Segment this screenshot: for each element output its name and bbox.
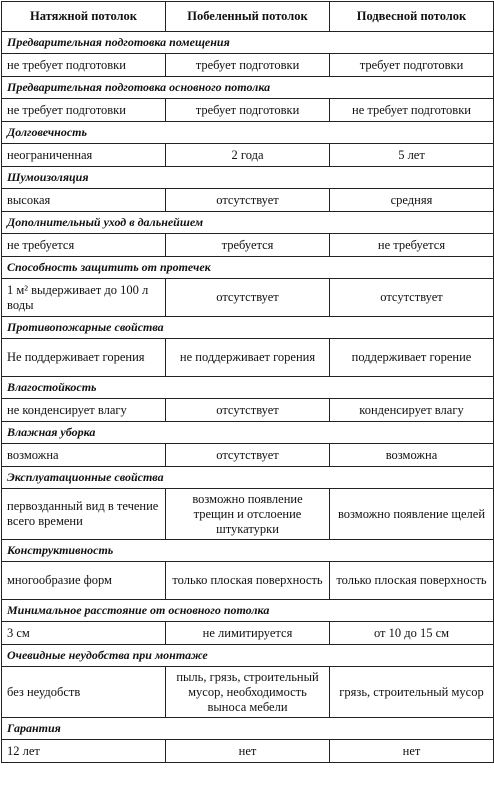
table-row — [2, 234, 494, 257]
header-row — [2, 2, 494, 32]
section-title: Минимальное расстояние от основного потолка — [2, 600, 494, 622]
cell-whitewashed: отсутствует — [166, 279, 330, 317]
cell-stretch: не требует подготовки — [2, 54, 166, 77]
cell-suspended: возможно появление щелей — [330, 489, 494, 540]
header-whitewashed-ceiling: Побеленный потолок — [166, 2, 330, 32]
table-row — [2, 489, 494, 540]
cell-whitewashed: требуется — [166, 234, 330, 257]
section-title: Дополнительный уход в дальнейшем — [2, 212, 494, 234]
cell-stretch: высокая — [2, 189, 166, 212]
cell-suspended: от 10 до 15 см — [330, 622, 494, 645]
section-row — [2, 212, 494, 234]
cell-suspended: отсутствует — [330, 279, 494, 317]
table-row — [2, 667, 494, 718]
cell-stretch: 1 м² выдерживает до 100 л воды — [2, 279, 166, 317]
cell-suspended: поддерживает горение — [330, 339, 494, 377]
cell-stretch: многообразие форм — [2, 562, 166, 600]
section-row — [2, 377, 494, 399]
section-title: Влагостойкость — [2, 377, 494, 399]
section-row — [2, 317, 494, 339]
cell-whitewashed: не лимитируется — [166, 622, 330, 645]
cell-whitewashed: требует подготовки — [166, 54, 330, 77]
section-title: Шумоизоляция — [2, 167, 494, 189]
cell-suspended: требует подготовки — [330, 54, 494, 77]
cell-suspended: нет — [330, 740, 494, 763]
section-title: Эксплуатационные свойства — [2, 467, 494, 489]
table-row — [2, 99, 494, 122]
cell-whitewashed: нет — [166, 740, 330, 763]
section-title: Предварительная подготовка помещения — [2, 32, 494, 54]
cell-whitewashed: отсутствует — [166, 444, 330, 467]
section-row — [2, 122, 494, 144]
section-title: Способность защитить от протечек — [2, 257, 494, 279]
table-row — [2, 562, 494, 600]
section-row — [2, 600, 494, 622]
cell-whitewashed: только плоская поверхность — [166, 562, 330, 600]
header-stretch-ceiling: Натяжной потолок — [2, 2, 166, 32]
table-row — [2, 189, 494, 212]
section-row — [2, 257, 494, 279]
table-row — [2, 54, 494, 77]
cell-stretch: 12 лет — [2, 740, 166, 763]
section-title: Влажная уборка — [2, 422, 494, 444]
header-suspended-ceiling: Подвесной потолок — [330, 2, 494, 32]
section-title: Предварительная подготовка основного потолка — [2, 77, 494, 99]
section-row — [2, 77, 494, 99]
cell-whitewashed: отсутствует — [166, 189, 330, 212]
cell-stretch: первозданный вид в течение всего времени — [2, 489, 166, 540]
cell-suspended: не требуется — [330, 234, 494, 257]
section-title: Очевидные неудобства при монтаже — [2, 645, 494, 667]
cell-suspended: возможна — [330, 444, 494, 467]
cell-suspended: конденсирует влагу — [330, 399, 494, 422]
section-row — [2, 167, 494, 189]
section-row — [2, 718, 494, 740]
cell-stretch: не конденсирует влагу — [2, 399, 166, 422]
cell-suspended: не требует подготовки — [330, 99, 494, 122]
cell-stretch: без неудобств — [2, 667, 166, 718]
cell-whitewashed: не поддерживает горения — [166, 339, 330, 377]
cell-whitewashed: отсутствует — [166, 399, 330, 422]
table-row — [2, 622, 494, 645]
cell-suspended: только плоская поверхность — [330, 562, 494, 600]
cell-whitewashed: возможно появление трещин и отслоение штукатурки — [166, 489, 330, 540]
section-row — [2, 32, 494, 54]
cell-whitewashed: требует подготовки — [166, 99, 330, 122]
comparison-page — [0, 1, 494, 807]
section-row — [2, 422, 494, 444]
cell-suspended: 5 лет — [330, 144, 494, 167]
cell-suspended: средняя — [330, 189, 494, 212]
ceiling-comparison-table — [1, 1, 494, 763]
cell-stretch: возможна — [2, 444, 166, 467]
section-title: Долговечность — [2, 122, 494, 144]
section-title: Гарантия — [2, 718, 494, 740]
cell-stretch: неограниченная — [2, 144, 166, 167]
table-row — [2, 279, 494, 317]
table-row — [2, 339, 494, 377]
section-title: Противопожарные свойства — [2, 317, 494, 339]
cell-whitewashed: пыль, грязь, строительный мусор, необходимость выноса мебели — [166, 667, 330, 718]
table-row — [2, 399, 494, 422]
section-title: Конструктивность — [2, 540, 494, 562]
section-row — [2, 645, 494, 667]
cell-suspended: грязь, строительный мусор — [330, 667, 494, 718]
cell-stretch: 3 см — [2, 622, 166, 645]
cell-stretch: Не поддерживает горения — [2, 339, 166, 377]
table-row — [2, 740, 494, 763]
cell-stretch: не требует подготовки — [2, 99, 166, 122]
section-row — [2, 467, 494, 489]
cell-stretch: не требуется — [2, 234, 166, 257]
table-row — [2, 144, 494, 167]
table-row — [2, 444, 494, 467]
cell-whitewashed: 2 года — [166, 144, 330, 167]
section-row — [2, 540, 494, 562]
